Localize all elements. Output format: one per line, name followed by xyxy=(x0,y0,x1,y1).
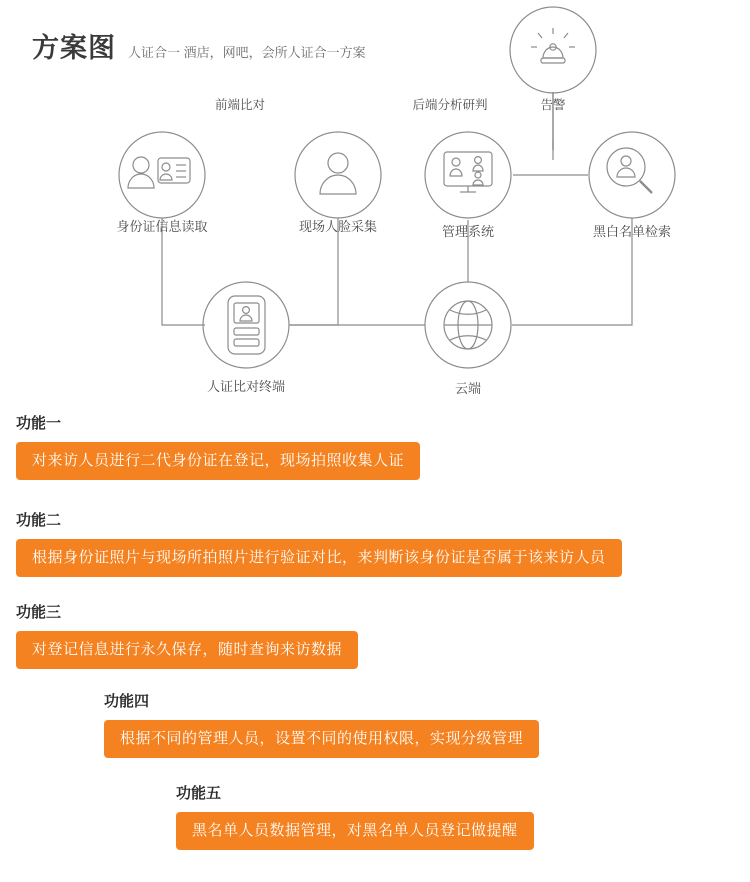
feature-title-2: 功能二 xyxy=(16,512,62,529)
feature-title-4: 功能四 xyxy=(104,693,150,710)
node-label-id-card-reader: 身份证信息读取 xyxy=(116,219,208,234)
diagram-svg xyxy=(0,0,750,400)
feature-text-1: 对来访人员进行二代身份证在登记，现场拍照收集人证 xyxy=(16,442,420,480)
node-label-management-system: 管理系统 xyxy=(441,224,495,239)
node-terminal-circle xyxy=(203,282,289,368)
node-label-blacklist-search: 黑白名单检索 xyxy=(592,224,672,239)
node-label-verify-terminal: 人证比对终端 xyxy=(206,379,286,394)
link-label-front-compare: 前端比对 xyxy=(214,98,266,112)
feature-item-2 xyxy=(16,509,622,577)
feature-text-2: 根据身份证照片与现场所拍照片进行验证对比，来判断该身份证是否属于该来访人员 xyxy=(16,539,622,577)
feature-item-4 xyxy=(104,690,539,758)
feature-title-3: 功能三 xyxy=(16,604,62,621)
link-label-backend-analysis: 后端分析研判 xyxy=(412,98,488,112)
node-label-face-capture: 现场人脸采集 xyxy=(298,219,378,234)
feature-item-1 xyxy=(16,412,420,480)
feature-item-3 xyxy=(16,601,358,669)
page-subtitle: 人证合一 酒店，网吧，会所人证合一方案 xyxy=(128,45,366,60)
link-label-alarm: 告警 xyxy=(540,98,566,112)
feature-text-3: 对登记信息进行永久保存，随时查询来访数据 xyxy=(16,631,358,669)
node-mgmt-circle xyxy=(425,132,511,218)
node-label-cloud: 云端 xyxy=(454,381,482,396)
feature-title-1: 功能一 xyxy=(16,415,62,432)
node-blacklist-circle xyxy=(589,132,675,218)
solution-diagram xyxy=(0,0,750,400)
feature-text-4: 根据不同的管理人员，设置不同的使用权限，实现分级管理 xyxy=(104,720,539,758)
page-title: 方案图 xyxy=(32,33,116,63)
feature-text-5: 黑名单人员数据管理，对黑名单人员登记做提醒 xyxy=(176,812,534,850)
feature-title-5: 功能五 xyxy=(176,785,222,802)
feature-item-5 xyxy=(176,782,534,850)
